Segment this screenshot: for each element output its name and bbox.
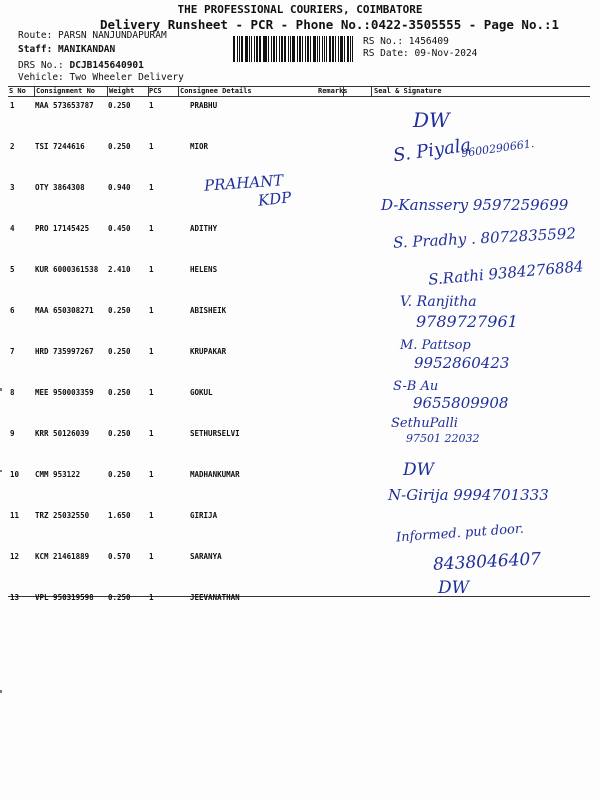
- row-consignee: HELENS: [190, 265, 218, 274]
- row-consignee: JEEVANATHAN: [190, 593, 240, 602]
- row-sno: 6: [10, 306, 15, 315]
- row-consignee: ABISHEIK: [190, 306, 227, 315]
- col-divider: [371, 86, 372, 96]
- row-consignee: SETHURSELVI: [190, 429, 240, 438]
- barcode-bar: [271, 36, 272, 62]
- row-weight: 0.250: [108, 142, 131, 151]
- row-pcs: 1: [149, 388, 154, 397]
- barcode: [233, 36, 355, 62]
- row-pcs: 1: [149, 306, 154, 315]
- barcode-bar: [307, 36, 309, 62]
- row-consignment-no: MAA 650308271: [35, 306, 94, 315]
- row-sno: 3: [10, 183, 15, 192]
- barcode-bar: [319, 36, 320, 62]
- rs-number: RS No.: 1456409: [363, 36, 449, 47]
- barcode-bar: [249, 36, 250, 62]
- col-divider: [178, 86, 179, 96]
- table-row: [8, 588, 590, 629]
- row-sno: 4: [10, 224, 15, 233]
- remark-row-12: Informed. put door.: [395, 521, 525, 546]
- barcode-bar: [322, 36, 324, 62]
- row-consignment-no: PRO 17145425: [35, 224, 90, 233]
- row-consignee: PRABHU: [190, 101, 218, 110]
- scan-mark: [0, 470, 2, 472]
- col-header-consignment: Consignment No: [36, 87, 96, 95]
- col-header-pcs: PCS: [149, 87, 162, 95]
- barcode-bar: [313, 36, 316, 62]
- row-pcs: 1: [149, 183, 154, 192]
- scan-mark: [0, 388, 2, 391]
- row-weight: 0.250: [108, 388, 131, 397]
- barcode-bar: [288, 36, 289, 62]
- barcode-bar: [273, 36, 275, 62]
- row-consignment-no: CMM 953122: [35, 470, 81, 479]
- barcode-bar: [317, 36, 318, 62]
- col-divider: [34, 86, 35, 96]
- barcode-bar: [344, 36, 345, 62]
- row-consignment-no: KCM 21461889: [35, 552, 90, 561]
- barcode-bar: [284, 36, 286, 62]
- row-consignment-no: MEE 950003359: [35, 388, 94, 397]
- table-row: [8, 424, 590, 465]
- row-pcs: 1: [149, 101, 154, 110]
- row-weight: 0.250: [108, 101, 131, 110]
- barcode-bar: [302, 36, 303, 62]
- signature-row-11: N-Girija 9994701333: [388, 486, 549, 504]
- barcode-bar: [239, 36, 240, 62]
- barcode-bar: [290, 36, 291, 62]
- table-row: [8, 506, 590, 547]
- barcode-bar: [251, 36, 252, 62]
- row-consignment-no: MAA 573653787: [35, 101, 94, 110]
- row-sno: 10: [10, 470, 20, 479]
- barcode-bar: [350, 36, 351, 62]
- row-consignee: MIOR: [190, 142, 209, 151]
- barcode-bar: [338, 36, 339, 62]
- signature-row-3: D-Kanssery 9597259699: [381, 196, 569, 214]
- phone-row-8: 9655809908: [413, 394, 509, 412]
- row-sno: 13: [10, 593, 20, 602]
- row-pcs: 1: [149, 511, 154, 520]
- table-row: [8, 342, 590, 383]
- barcode-bar: [254, 36, 255, 62]
- signature-row-5: S.Rathi 9384276884: [427, 257, 585, 289]
- col-header-remarks: Remarks: [318, 87, 348, 95]
- row-pcs: 1: [149, 224, 154, 233]
- staff-line: Staff: MANIKANDAN: [18, 44, 116, 55]
- phone-row-2: 9600290661.: [460, 136, 536, 161]
- row-sno: 8: [10, 388, 15, 397]
- row-weight: 0.250: [108, 470, 131, 479]
- signature-row-9: SethuPalli: [391, 416, 458, 431]
- barcode-bar: [237, 36, 238, 62]
- row-weight: 0.250: [108, 347, 131, 356]
- table-row: [8, 96, 590, 137]
- remark-row-3: PRAHANT: [203, 171, 284, 195]
- table-row: [8, 547, 590, 588]
- barcode-bar: [347, 36, 349, 62]
- row-consignment-no: VPL 950319598: [35, 593, 94, 602]
- barcode-bar: [329, 36, 331, 62]
- row-weight: 0.450: [108, 224, 131, 233]
- barcode-bar: [279, 36, 280, 62]
- barcode-bar: [310, 36, 311, 62]
- drs-line: [18, 60, 144, 71]
- barcode-bar: [241, 36, 243, 62]
- barcode-bar: [276, 36, 277, 62]
- vehicle-line: Vehicle: Two Wheeler Delivery: [18, 72, 184, 83]
- row-pcs: 1: [149, 142, 154, 151]
- barcode-bar: [263, 36, 264, 62]
- row-consignee: GOKUL: [190, 388, 213, 397]
- signature-row-10: DW: [403, 460, 435, 480]
- row-consignment-no: KRR 50126039: [35, 429, 90, 438]
- col-header-consignee: Consignee Details: [180, 87, 252, 95]
- barcode-bar: [305, 36, 306, 62]
- barcode-bar: [292, 36, 295, 62]
- row-consignee: KRUPAKAR: [190, 347, 227, 356]
- phone-row-9: 97501 22032: [406, 432, 480, 445]
- barcode-bar: [268, 36, 269, 62]
- signature-row-1: DW: [413, 108, 450, 132]
- barcode-bar: [233, 36, 235, 62]
- row-sno: 2: [10, 142, 15, 151]
- row-pcs: 1: [149, 593, 154, 602]
- row-weight: 0.940: [108, 183, 131, 192]
- row-pcs: 1: [149, 265, 154, 274]
- table-row: [8, 301, 590, 342]
- col-header-seal: Seal & Signature: [374, 87, 442, 95]
- barcode-bar: [352, 36, 353, 62]
- row-pcs: 1: [149, 470, 154, 479]
- row-sno: 5: [10, 265, 15, 274]
- row-sno: 12: [10, 552, 20, 561]
- row-sno: 9: [10, 429, 15, 438]
- row-weight: 0.250: [108, 306, 131, 315]
- drs-value: DCJB145640901: [69, 60, 144, 71]
- scan-mark: [0, 690, 2, 693]
- drs-label: DRS No.:: [18, 60, 64, 71]
- row-weight: 2.410: [108, 265, 131, 274]
- barcode-bar: [324, 36, 325, 62]
- row-sno: 7: [10, 347, 15, 356]
- row-sno: 11: [10, 511, 20, 520]
- runsheet-table: [8, 86, 590, 602]
- table-row: [8, 134, 590, 178]
- barcode-bar: [326, 36, 327, 62]
- barcode-bar: [245, 36, 248, 62]
- row-consignment-no: OTY 3864308: [35, 183, 85, 192]
- row-pcs: 1: [149, 552, 154, 561]
- row-sno: 1: [10, 101, 15, 110]
- row-consignee: GIRIJA: [190, 511, 218, 520]
- runsheet-title: Delivery Runsheet - PCR - Phone No.:0422-3505555 - Page No.:1: [100, 17, 560, 32]
- table-row: [8, 178, 590, 219]
- barcode-bar: [299, 36, 301, 62]
- remark-row-3-second: KDP: [257, 188, 293, 210]
- row-consignment-no: HRD 735997267: [35, 347, 94, 356]
- phone-row-7: 9952860423: [414, 354, 510, 372]
- row-consignee: MADHANKUMAR: [190, 470, 240, 479]
- row-pcs: 1: [149, 347, 154, 356]
- barcode-bar: [332, 36, 334, 62]
- row-weight: 0.250: [108, 429, 131, 438]
- phone-row-6: 9789727961: [416, 312, 518, 331]
- barcode-bar: [264, 36, 267, 62]
- barcode-bar: [335, 36, 336, 62]
- rs-date: RS Date: 09-Nov-2024: [363, 48, 478, 59]
- row-consignment-no: KUR 6000361538: [35, 265, 99, 274]
- company-name: THE PROFESSIONAL COURIERS, COIMBATORE: [177, 3, 423, 16]
- table-row: [8, 465, 590, 506]
- row-weight: 1.650: [108, 511, 131, 520]
- barcode-bar: [259, 36, 261, 62]
- table-row: [8, 383, 590, 424]
- row-pcs: 1: [149, 429, 154, 438]
- barcode-bar: [281, 36, 283, 62]
- table-row: [8, 260, 590, 301]
- row-weight: 0.570: [108, 552, 131, 561]
- row-consignee: ADITHY: [190, 224, 218, 233]
- barcode-bar: [340, 36, 343, 62]
- col-header-weight: Weight: [109, 87, 135, 95]
- barcode-bar: [256, 36, 258, 62]
- row-weight: 0.250: [108, 593, 131, 602]
- signature-row-13: DW: [438, 578, 470, 598]
- signature-row-8: S-B Au: [393, 379, 439, 394]
- signature-row-7: M. Pattsop: [400, 338, 471, 353]
- row-consignment-no: TRZ 25032550: [35, 511, 90, 520]
- phone-row-12: 8438046407: [432, 549, 542, 575]
- table-row: [8, 219, 590, 260]
- signature-row-6: V. Ranjitha: [400, 294, 477, 310]
- col-header-sno: S No: [9, 87, 26, 95]
- header-top-rule: [8, 86, 590, 87]
- barcode-bar: [297, 36, 298, 62]
- row-consignee: SARANYA: [190, 552, 222, 561]
- route-line: Route: PARSN NANJUNDAPURAM: [18, 30, 167, 41]
- signature-row-4: S. Pradhy . 8072835592: [392, 224, 577, 252]
- signature-row-2: S. Piyala: [391, 134, 473, 167]
- col-divider: [107, 86, 108, 96]
- row-consignment-no: TSI 7244616: [35, 142, 85, 151]
